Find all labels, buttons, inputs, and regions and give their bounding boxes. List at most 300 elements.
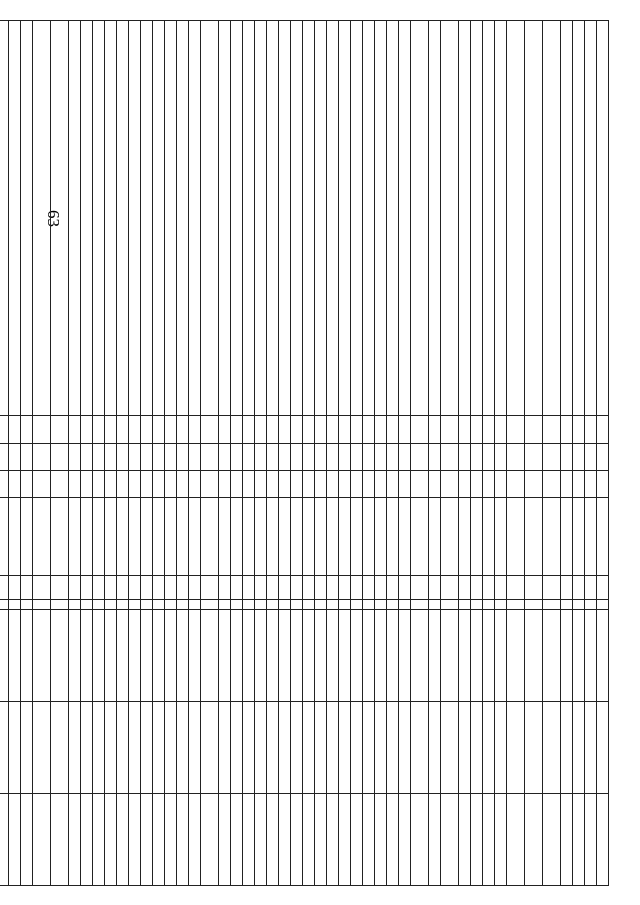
budget-table bbox=[0, 20, 609, 886]
code-cell bbox=[495, 576, 507, 600]
code-cell bbox=[387, 444, 399, 471]
value-cell bbox=[93, 702, 105, 794]
mark-cell bbox=[543, 600, 561, 610]
code-cell bbox=[411, 471, 429, 498]
table-row bbox=[117, 21, 129, 886]
value-cell bbox=[387, 794, 399, 886]
row-name-cell bbox=[585, 21, 597, 416]
code-cell bbox=[483, 416, 495, 444]
value-cell bbox=[351, 610, 363, 702]
code-cell bbox=[543, 498, 561, 576]
code-cell bbox=[243, 444, 255, 471]
row-name-cell bbox=[243, 21, 255, 416]
table-row bbox=[0, 21, 9, 886]
table-row bbox=[585, 21, 597, 886]
value-cell bbox=[9, 702, 21, 794]
value-cell bbox=[105, 610, 117, 702]
code-cell bbox=[255, 576, 267, 600]
value-cell bbox=[141, 794, 153, 886]
code-cell bbox=[459, 498, 471, 576]
code-cell bbox=[429, 576, 441, 600]
value-cell bbox=[69, 702, 81, 794]
code-cell bbox=[267, 498, 279, 576]
code-cell bbox=[327, 416, 339, 444]
table-row bbox=[51, 21, 69, 886]
row-name-cell bbox=[597, 21, 609, 416]
budget-table-body bbox=[0, 21, 609, 886]
code-cell bbox=[351, 471, 363, 498]
table-row bbox=[429, 21, 441, 886]
mark-cell bbox=[21, 600, 33, 610]
row-name-cell bbox=[117, 21, 129, 416]
value-cell bbox=[429, 702, 441, 794]
code-cell bbox=[177, 498, 189, 576]
code-cell bbox=[573, 416, 585, 444]
value-cell bbox=[441, 702, 459, 794]
code-cell bbox=[471, 576, 483, 600]
value-cell bbox=[429, 794, 441, 886]
value-cell bbox=[543, 702, 561, 794]
code-cell bbox=[189, 416, 201, 444]
value-cell bbox=[51, 610, 69, 702]
row-name-cell bbox=[105, 21, 117, 416]
code-cell bbox=[471, 444, 483, 471]
code-cell bbox=[507, 471, 525, 498]
code-cell bbox=[339, 576, 351, 600]
value-cell bbox=[495, 610, 507, 702]
value-cell bbox=[279, 610, 291, 702]
table-row bbox=[189, 21, 201, 886]
code-cell bbox=[153, 471, 165, 498]
value-cell bbox=[243, 610, 255, 702]
code-cell bbox=[597, 444, 609, 471]
value-cell bbox=[51, 702, 69, 794]
code-cell bbox=[21, 444, 33, 471]
mark-cell bbox=[219, 600, 231, 610]
mark-cell bbox=[327, 600, 339, 610]
value-cell bbox=[315, 794, 327, 886]
value-cell bbox=[165, 610, 177, 702]
code-cell bbox=[573, 444, 585, 471]
code-cell bbox=[387, 498, 399, 576]
row-name-cell bbox=[339, 21, 351, 416]
code-cell bbox=[105, 576, 117, 600]
value-cell bbox=[375, 794, 387, 886]
code-cell bbox=[327, 498, 339, 576]
code-cell bbox=[267, 576, 279, 600]
value-cell bbox=[411, 610, 429, 702]
code-cell bbox=[573, 576, 585, 600]
value-cell bbox=[177, 702, 189, 794]
table-row bbox=[573, 21, 585, 886]
code-cell bbox=[243, 471, 255, 498]
code-cell bbox=[339, 444, 351, 471]
value-cell bbox=[219, 702, 231, 794]
value-cell bbox=[291, 794, 303, 886]
row-name-cell bbox=[573, 21, 585, 416]
value-cell bbox=[585, 610, 597, 702]
code-cell bbox=[33, 471, 51, 498]
code-cell bbox=[219, 416, 231, 444]
code-cell bbox=[219, 576, 231, 600]
code-cell bbox=[105, 416, 117, 444]
code-cell bbox=[375, 576, 387, 600]
code-cell bbox=[105, 444, 117, 471]
code-cell bbox=[303, 416, 315, 444]
value-cell bbox=[189, 610, 201, 702]
value-cell bbox=[117, 610, 129, 702]
mark-cell bbox=[69, 600, 81, 610]
value-cell bbox=[315, 702, 327, 794]
value-cell bbox=[0, 702, 9, 794]
code-cell bbox=[327, 444, 339, 471]
code-cell bbox=[189, 471, 201, 498]
code-cell bbox=[51, 498, 69, 576]
code-cell bbox=[459, 471, 471, 498]
code-cell bbox=[93, 498, 105, 576]
code-cell bbox=[441, 498, 459, 576]
table-row bbox=[351, 21, 363, 886]
value-cell bbox=[153, 610, 165, 702]
code-cell bbox=[201, 576, 219, 600]
table-row bbox=[507, 21, 525, 886]
code-cell bbox=[315, 416, 327, 444]
code-cell bbox=[561, 498, 573, 576]
row-name-cell bbox=[459, 21, 471, 416]
value-cell bbox=[495, 702, 507, 794]
code-cell bbox=[543, 471, 561, 498]
code-cell bbox=[9, 471, 21, 498]
mark-cell bbox=[597, 600, 609, 610]
code-cell bbox=[459, 576, 471, 600]
mark-cell bbox=[339, 600, 351, 610]
row-name-cell bbox=[219, 21, 231, 416]
code-cell bbox=[243, 416, 255, 444]
code-cell bbox=[375, 498, 387, 576]
code-cell bbox=[585, 498, 597, 576]
table-row bbox=[93, 21, 105, 886]
code-cell bbox=[441, 416, 459, 444]
mark-cell bbox=[441, 600, 459, 610]
row-name-cell bbox=[327, 21, 339, 416]
value-cell bbox=[459, 794, 471, 886]
value-cell bbox=[81, 702, 93, 794]
code-cell bbox=[165, 416, 177, 444]
value-cell bbox=[327, 702, 339, 794]
code-cell bbox=[507, 576, 525, 600]
code-cell bbox=[93, 444, 105, 471]
value-cell bbox=[507, 610, 525, 702]
code-cell bbox=[9, 416, 21, 444]
code-cell bbox=[291, 576, 303, 600]
code-cell bbox=[303, 444, 315, 471]
code-cell bbox=[543, 416, 561, 444]
value-cell bbox=[21, 610, 33, 702]
code-cell bbox=[291, 471, 303, 498]
value-cell bbox=[459, 610, 471, 702]
table-row bbox=[543, 21, 561, 886]
mark-cell bbox=[483, 600, 495, 610]
code-cell bbox=[495, 416, 507, 444]
row-name-cell bbox=[93, 21, 105, 416]
row-name-cell bbox=[507, 21, 525, 416]
value-cell bbox=[411, 794, 429, 886]
row-name-cell bbox=[471, 21, 483, 416]
value-cell bbox=[351, 794, 363, 886]
code-cell bbox=[93, 416, 105, 444]
row-name-cell bbox=[129, 21, 141, 416]
code-cell bbox=[339, 416, 351, 444]
code-cell bbox=[105, 498, 117, 576]
code-cell bbox=[279, 498, 291, 576]
code-cell bbox=[219, 444, 231, 471]
code-cell bbox=[399, 498, 411, 576]
value-cell bbox=[303, 794, 315, 886]
code-cell bbox=[9, 576, 21, 600]
value-cell bbox=[459, 702, 471, 794]
value-cell bbox=[243, 702, 255, 794]
value-cell bbox=[483, 794, 495, 886]
value-cell bbox=[339, 702, 351, 794]
value-cell bbox=[51, 794, 69, 886]
table-row bbox=[495, 21, 507, 886]
code-cell bbox=[303, 576, 315, 600]
code-cell bbox=[471, 471, 483, 498]
code-cell bbox=[459, 444, 471, 471]
mark-cell bbox=[33, 600, 51, 610]
code-cell bbox=[375, 444, 387, 471]
table-row bbox=[201, 21, 219, 886]
code-cell bbox=[495, 498, 507, 576]
mark-cell bbox=[495, 600, 507, 610]
mark-cell bbox=[387, 600, 399, 610]
row-name-cell bbox=[351, 21, 363, 416]
value-cell bbox=[339, 794, 351, 886]
row-name-cell bbox=[255, 21, 267, 416]
mark-cell bbox=[267, 600, 279, 610]
mark-cell bbox=[399, 600, 411, 610]
code-cell bbox=[525, 576, 543, 600]
table-row bbox=[303, 21, 315, 886]
value-cell bbox=[585, 702, 597, 794]
code-cell bbox=[573, 498, 585, 576]
table-row bbox=[129, 21, 141, 886]
mark-cell bbox=[231, 600, 243, 610]
table-row bbox=[411, 21, 429, 886]
code-cell bbox=[69, 576, 81, 600]
value-cell bbox=[33, 794, 51, 886]
mark-cell bbox=[279, 600, 291, 610]
table-row bbox=[153, 21, 165, 886]
value-cell bbox=[9, 610, 21, 702]
code-cell bbox=[585, 471, 597, 498]
table-row bbox=[141, 21, 153, 886]
value-cell bbox=[387, 610, 399, 702]
code-cell bbox=[429, 471, 441, 498]
value-cell bbox=[267, 610, 279, 702]
code-cell bbox=[279, 576, 291, 600]
row-name-cell bbox=[303, 21, 315, 416]
value-cell bbox=[543, 610, 561, 702]
row-name-cell bbox=[69, 21, 81, 416]
code-cell bbox=[81, 444, 93, 471]
code-cell bbox=[141, 576, 153, 600]
code-cell bbox=[255, 444, 267, 471]
value-cell bbox=[363, 794, 375, 886]
code-cell bbox=[561, 444, 573, 471]
value-cell bbox=[243, 794, 255, 886]
code-cell bbox=[231, 576, 243, 600]
page-number: 63 bbox=[44, 210, 63, 227]
mark-cell bbox=[375, 600, 387, 610]
code-cell bbox=[597, 498, 609, 576]
table-row bbox=[165, 21, 177, 886]
value-cell bbox=[0, 794, 9, 886]
value-cell bbox=[507, 702, 525, 794]
code-cell bbox=[177, 444, 189, 471]
code-cell bbox=[81, 471, 93, 498]
code-cell bbox=[51, 576, 69, 600]
code-cell bbox=[69, 498, 81, 576]
mark-cell bbox=[81, 600, 93, 610]
code-cell bbox=[219, 498, 231, 576]
code-cell bbox=[117, 471, 129, 498]
code-cell bbox=[585, 444, 597, 471]
code-cell bbox=[387, 471, 399, 498]
value-cell bbox=[363, 610, 375, 702]
code-cell bbox=[375, 471, 387, 498]
mark-cell bbox=[459, 600, 471, 610]
value-cell bbox=[327, 610, 339, 702]
value-cell bbox=[201, 702, 219, 794]
mark-cell bbox=[573, 600, 585, 610]
code-cell bbox=[219, 471, 231, 498]
value-cell bbox=[597, 794, 609, 886]
code-cell bbox=[21, 471, 33, 498]
mark-cell bbox=[9, 600, 21, 610]
table-row bbox=[363, 21, 375, 886]
code-cell bbox=[81, 498, 93, 576]
table-row bbox=[399, 21, 411, 886]
value-cell bbox=[483, 610, 495, 702]
code-cell bbox=[189, 576, 201, 600]
row-name-cell bbox=[21, 21, 33, 416]
code-cell bbox=[51, 444, 69, 471]
value-cell bbox=[267, 794, 279, 886]
code-cell bbox=[399, 576, 411, 600]
code-cell bbox=[507, 498, 525, 576]
code-cell bbox=[9, 498, 21, 576]
table-row bbox=[525, 21, 543, 886]
code-cell bbox=[291, 416, 303, 444]
code-cell bbox=[177, 471, 189, 498]
value-cell bbox=[81, 610, 93, 702]
table-row bbox=[315, 21, 327, 886]
code-cell bbox=[441, 576, 459, 600]
code-cell bbox=[201, 498, 219, 576]
value-cell bbox=[303, 610, 315, 702]
code-cell bbox=[165, 498, 177, 576]
table-row bbox=[375, 21, 387, 886]
value-cell bbox=[291, 610, 303, 702]
code-cell bbox=[411, 416, 429, 444]
value-cell bbox=[279, 702, 291, 794]
code-cell bbox=[315, 471, 327, 498]
row-name-cell bbox=[165, 21, 177, 416]
row-name-cell bbox=[231, 21, 243, 416]
value-cell bbox=[543, 794, 561, 886]
value-cell bbox=[279, 794, 291, 886]
value-cell bbox=[585, 794, 597, 886]
code-cell bbox=[441, 444, 459, 471]
mark-cell bbox=[315, 600, 327, 610]
code-cell bbox=[165, 576, 177, 600]
code-cell bbox=[243, 498, 255, 576]
table-row bbox=[81, 21, 93, 886]
code-cell bbox=[507, 416, 525, 444]
row-name-cell bbox=[201, 21, 219, 416]
code-cell bbox=[387, 416, 399, 444]
table-row bbox=[105, 21, 117, 886]
value-cell bbox=[573, 702, 585, 794]
code-cell bbox=[231, 416, 243, 444]
code-cell bbox=[129, 471, 141, 498]
value-cell bbox=[129, 702, 141, 794]
table-row bbox=[339, 21, 351, 886]
code-cell bbox=[429, 444, 441, 471]
mark-cell bbox=[153, 600, 165, 610]
code-cell bbox=[495, 471, 507, 498]
code-cell bbox=[267, 444, 279, 471]
code-cell bbox=[411, 444, 429, 471]
value-cell bbox=[375, 702, 387, 794]
code-cell bbox=[153, 416, 165, 444]
value-cell bbox=[33, 702, 51, 794]
row-name-cell bbox=[495, 21, 507, 416]
row-name-cell bbox=[189, 21, 201, 416]
value-cell bbox=[561, 610, 573, 702]
code-cell bbox=[81, 416, 93, 444]
code-cell bbox=[507, 444, 525, 471]
value-cell bbox=[561, 702, 573, 794]
table-row bbox=[219, 21, 231, 886]
code-cell bbox=[189, 498, 201, 576]
value-cell bbox=[129, 794, 141, 886]
code-cell bbox=[129, 576, 141, 600]
mark-cell bbox=[507, 600, 525, 610]
value-cell bbox=[9, 794, 21, 886]
code-cell bbox=[291, 498, 303, 576]
table-row bbox=[441, 21, 459, 886]
code-cell bbox=[141, 498, 153, 576]
code-cell bbox=[399, 444, 411, 471]
code-cell bbox=[117, 416, 129, 444]
row-name-cell bbox=[141, 21, 153, 416]
code-cell bbox=[585, 416, 597, 444]
code-cell bbox=[363, 498, 375, 576]
value-cell bbox=[177, 610, 189, 702]
mark-cell bbox=[165, 600, 177, 610]
table-row bbox=[21, 21, 33, 886]
value-cell bbox=[129, 610, 141, 702]
code-cell bbox=[483, 576, 495, 600]
code-cell bbox=[363, 576, 375, 600]
mark-cell bbox=[129, 600, 141, 610]
value-cell bbox=[471, 794, 483, 886]
value-cell bbox=[231, 702, 243, 794]
code-cell bbox=[327, 471, 339, 498]
value-cell bbox=[441, 794, 459, 886]
